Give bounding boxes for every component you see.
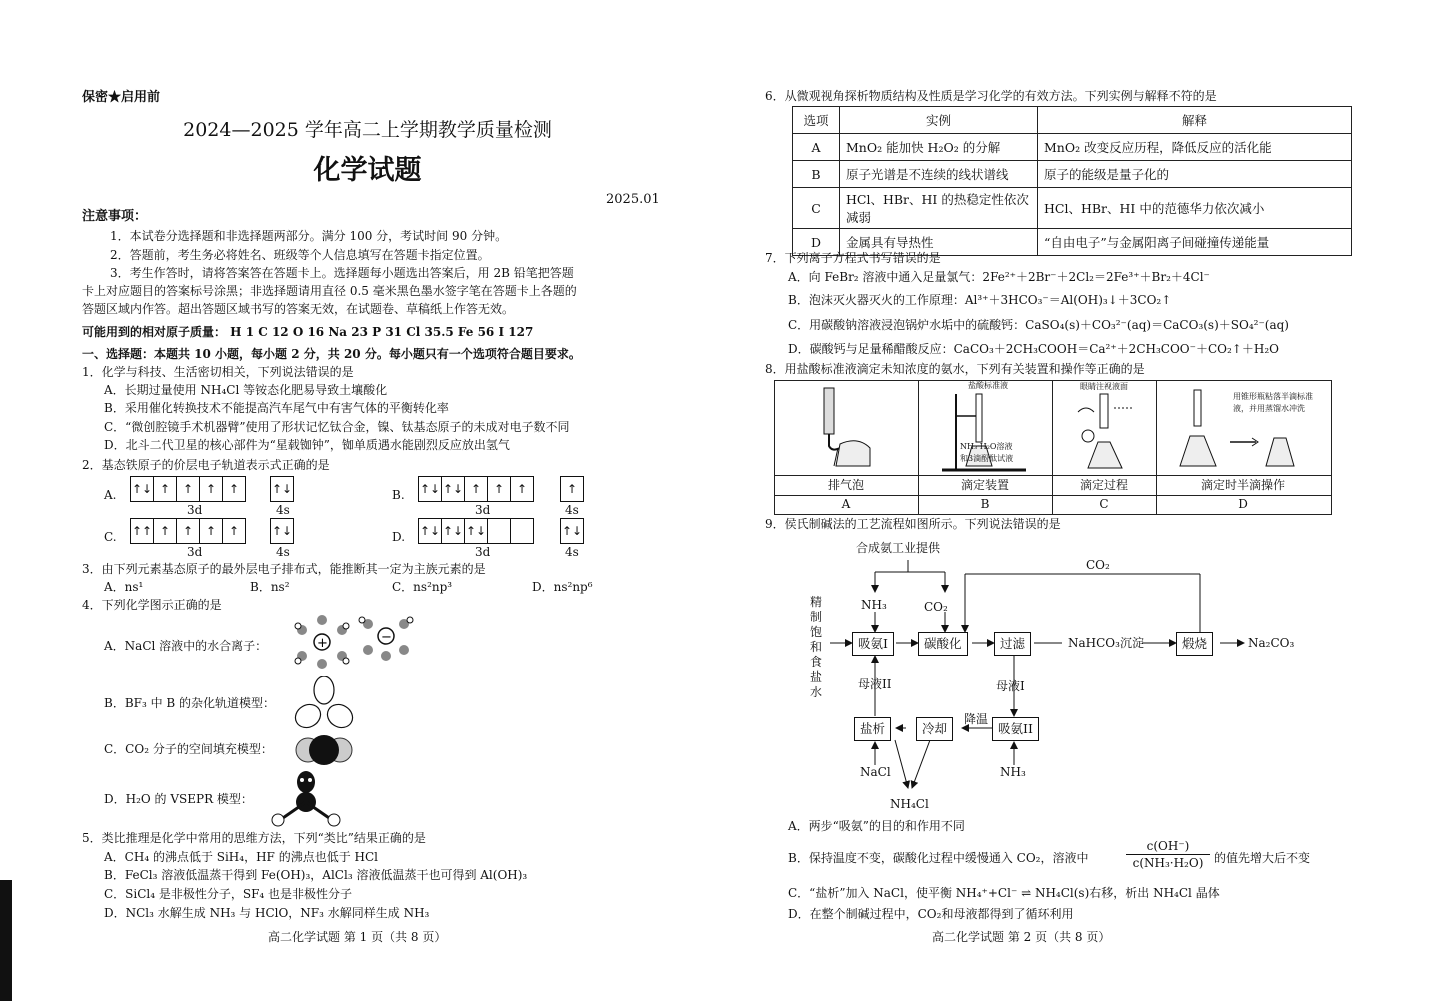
flow-step-absorb1: 吸氨I: [852, 632, 894, 656]
q2-a-3d-orbitals: ↑↓ ↑ ↑ ↑ ↑: [130, 476, 246, 502]
q8-caption-a: 排气泡: [827, 478, 864, 492]
q3-option-b: B．ns²: [250, 580, 290, 594]
exam-date: 2025.01: [606, 192, 660, 207]
q2-c-4s-label: 4s: [276, 545, 290, 559]
q2-stem: 2．基态铁原子的价层电子轨道表示式正确的是: [82, 458, 330, 472]
q9-option-b-fraction: [1126, 838, 1210, 871]
q2-c-3d-orbitals: ↑↑ ↑ ↑ ↑ ↑: [130, 518, 246, 544]
q2-a-3d-label: 3d: [187, 503, 203, 517]
q8-d-label-top2: 液，并用蒸馏水冲洗: [1233, 404, 1305, 413]
q8-letter-d: D: [1238, 497, 1248, 511]
flow-nacl-label: NaCl: [860, 765, 891, 779]
svg-text:+: +: [317, 636, 328, 651]
q2-label-a: A.: [104, 488, 117, 502]
q2-d-4s-label: 4s: [565, 545, 579, 559]
q9-option-c: C．“盐析”加入 NaCl，使平衡 NH₄⁺+Cl⁻ ⇌ NH₄Cl(s)右移，析出 NH₄Cl 晶体: [788, 886, 1220, 900]
q4-option-a: A．NaCl 溶液中的水合离子：: [104, 639, 268, 653]
flow-mother1-label: 母液I: [996, 679, 1025, 693]
hydrated-cation-icon: [295, 615, 349, 669]
q6-stem: 6．从微观视角探析物质结构及性质是学习化学的有效方法。下列实例与解释不符的是: [765, 89, 1217, 103]
notice-2: 2．答题前，考生务必将姓名、班级等个人信息填写在答题卡指定位置。: [110, 248, 490, 262]
q8-letter-b: B: [980, 497, 990, 511]
q2-label-d: D.: [392, 530, 406, 544]
flow-nahco3-label: NaHCO₃沉淀: [1068, 636, 1144, 650]
q2-b-3d-label: 3d: [475, 503, 491, 517]
svg-text:−: −: [381, 630, 392, 645]
q2-label-c: C.: [104, 530, 117, 544]
section-1-heading: 一、选择题：本题共 10 小题，每小题 2 分，共 20 分。每小题只有一个选项符合题目要求。: [82, 347, 581, 361]
eye-watch-flask-icon: [1074, 392, 1144, 472]
flow-step-cooling: 冷却: [916, 717, 953, 741]
flow-supply-label: 合成氨工业提供: [856, 541, 941, 555]
q7-option-a: A．向 FeBr₂ 溶液中通入足量氯气：2Fe²⁺＋2Br⁻＋2Cl₂＝2Fe³⁺＋Br₂＋4Cl⁻: [788, 270, 1210, 284]
q2-d-3d-label: 3d: [475, 545, 491, 559]
flow-na2co3-label: Na₂CO₃: [1248, 636, 1295, 650]
table-row: C HCl、HBr、HI 的热稳定性依次减弱 HCl、HBr、HI 中的范德华力依次减小: [793, 188, 1352, 229]
subject-title: 化学试题: [313, 155, 422, 186]
q2-a-4s-label: 4s: [276, 503, 290, 517]
q3-option-a: A．ns¹: [104, 580, 144, 594]
q7-stem: 7．下列离子方程式书写错误的是: [765, 251, 941, 265]
q5-stem: 5．类比推理是化学中常用的思维方法，下列“类比”结果正确的是: [82, 831, 426, 845]
q4-option-c: C．CO₂ 分子的空间填充模型：: [104, 742, 273, 756]
table-header-cell: 实例: [840, 107, 1038, 134]
q8-b-label-mid: NH₃·H₂O溶液: [960, 442, 1013, 451]
q3-option-c: C．ns²np³: [392, 580, 453, 594]
q8-letter-c: C: [1099, 497, 1109, 511]
q8-stem: 8．用盐酸标准液滴定未知浓度的氨水，下列有关装置和操作等正确的是: [765, 362, 1145, 376]
flow-mother2-label: 母液II: [858, 677, 892, 691]
table-row: D 金属具有导热性 “自由电子”与金属阳离子间碰撞传递能量: [793, 229, 1352, 256]
notice-1: 1．本试卷分选择题和非选择题两部分。满分 100 分，考试时间 90 分钟。: [110, 229, 508, 243]
q2-label-b: B.: [392, 488, 405, 502]
q2-c-4s-orbital: ↑↓: [270, 518, 294, 544]
flow-step-absorb2: 吸氨II: [992, 717, 1039, 741]
burette-bubble-icon: [810, 386, 890, 470]
q8-caption-c: 滴定过程: [1079, 478, 1128, 492]
q1-option-b: B．采用催化转换技术不能提高汽车尾气中有害气体的平衡转化率: [104, 401, 449, 415]
footer-page-2: 高二化学试题 第 2 页（共 8 页）: [932, 930, 1111, 944]
q2-d-4s-orbital: ↑↓: [560, 518, 584, 544]
flow-nh4cl-label: NH₄Cl: [890, 797, 929, 811]
q3-option-d: D．ns²np⁶: [532, 580, 593, 594]
flow-cooldown-label: 降温: [964, 712, 989, 726]
flow-brine-label: 精制饱和食盐水: [810, 595, 823, 699]
exam-title: 2024—2025 学年高二上学期教学质量检测: [183, 119, 552, 141]
flow-nh3b-label: NH₃: [1000, 765, 1026, 779]
h2o-vsepr-icon: [268, 770, 348, 830]
table-header-row: [793, 107, 1352, 134]
q2-b-3d-orbitals: ↑↓ ↑↓ ↑ ↑ ↑: [418, 476, 534, 502]
q2-b-4s-label: 4s: [565, 503, 579, 517]
flow-co2-label: CO₂: [924, 600, 948, 614]
flow-step-salting: 盐析: [854, 717, 891, 741]
left-page: [0, 0, 700, 1001]
q3-stem: 3．由下列元素基态原子的最外层电子排布式，能推断其一定为主族元素的是: [82, 562, 486, 576]
q8-b-label-top: 盐酸标准液: [968, 381, 1008, 390]
notice-3a: 3．考生作答时，请将答案答在答题卡上。选择题每小题选出答案后，用 2B 铅笔把答题: [110, 266, 574, 280]
q9-stem: 9．侯氏制碱法的工艺流程如图所示。下列说法错误的是: [765, 517, 1061, 531]
confidential-mark: 保密★启用前: [82, 90, 161, 105]
notice-3c: 答题区域内作答。超出答题区域书写的答案无效，在试题卷、草稿纸上作答无效。: [82, 302, 515, 316]
hydrated-anion-icon: [359, 617, 413, 661]
q5-option-a: A．CH₄ 的沸点低于 SiH₄，HF 的沸点也低于 HCl: [104, 850, 378, 864]
notice-3b: 卡上对应题目的答案标号涂黑；非选择题请用直径 0.5 毫米黑色墨水签字笔在答题卡上各题的: [82, 284, 577, 298]
q6-table: [792, 106, 1352, 256]
q1-option-a: A．长期过量使用 NH₄Cl 等铵态化肥易导致土壤酸化: [104, 383, 388, 397]
q9-option-b-part2: 的值先增大后不变: [1214, 851, 1311, 865]
flow-co2-recycle-label: CO₂: [1086, 558, 1110, 572]
footer-page-1: 高二化学试题 第 1 页（共 8 页）: [268, 930, 447, 944]
q8-caption-d: 滴定时半滴操作: [1200, 478, 1285, 492]
flow-step-calcine: 煅烧: [1176, 632, 1213, 656]
q8-c-label-top: 眼睛注视液面: [1080, 382, 1128, 391]
table-header-cell: 解释: [1038, 107, 1352, 134]
q1-option-c: C．“微创腔镜手术机器臂”使用了形状记忆钛合金，镍、钛基态原子的未成对电子数不同: [104, 420, 570, 434]
hydrated-ions-diagram: [288, 612, 418, 670]
q7-option-c: C．用碳酸钠溶液浸泡锅炉水垢中的硫酸钙：CaSO₄(s)＋CO₃²⁻(aq)＝CaCO₃(s)＋SO₄²⁻(aq): [788, 318, 1289, 332]
q8-caption-b: 滴定装置: [960, 478, 1009, 492]
q9-option-a: A．两步“吸氨”的目的和作用不同: [788, 819, 965, 833]
q2-d-3d-orbitals: ↑↓ ↑↓ ↑↓: [418, 518, 534, 544]
sp2-orbital-model-icon: [294, 676, 354, 732]
q4-option-d: D．H₂O 的 VSEPR 模型：: [104, 792, 253, 806]
q9-option-d: D．在整个制碱过程中，CO₂和母液都得到了循环利用: [788, 907, 1074, 921]
fraction-numerator: c(OH⁻): [1146, 839, 1190, 853]
q1-stem: 1．化学与科技、生活密切相关，下列说法错误的是: [82, 365, 354, 379]
q8-letter-a: A: [841, 497, 851, 511]
atomic-masses: 可能用到的相对原子质量： H 1 C 12 O 16 Na 23 P 31 Cl 35.5 Fe 56 I 127: [82, 325, 534, 339]
notice-heading: 注意事项：: [82, 209, 148, 224]
q7-option-b: B．泡沫灭火器灭火的工作原理：Al³⁺＋3HCO₃⁻＝Al(OH)₃↓＋3CO₂↑: [788, 293, 1172, 307]
q5-option-c: C．SiCl₄ 是非极性分子，SF₄ 也是非极性分子: [104, 887, 353, 901]
table-header-cell: 选项: [793, 107, 840, 134]
q5-option-d: D．NCl₃ 水解生成 NH₃ 与 HClO，NF₃ 水解同样生成 NH₃: [104, 906, 430, 920]
co2-space-filling-icon: [294, 730, 354, 770]
q9-option-b-part1: B．保持温度不变，碳酸化过程中缓慢通入 CO₂，溶液中: [788, 851, 1089, 865]
flow-step-carbonation: 碳酸化: [918, 632, 968, 656]
q5-option-b: B．FeCl₃ 溶液低温蒸干得到 Fe(OH)₃，AlCl₃ 溶液低温蒸干也可得到 Al(OH)₃: [104, 868, 528, 882]
q8-d-label-top: 用锥形瓶粘落半滴标准: [1233, 392, 1313, 401]
q4-stem: 4．下列化学图示正确的是: [82, 598, 222, 612]
q4-option-b: B．BF₃ 中 B 的杂化轨道模型：: [104, 696, 276, 710]
q2-a-4s-orbital: ↑↓: [270, 476, 294, 502]
table-row: A MnO₂ 能加快 H₂O₂ 的分解 MnO₂ 改变反应历程，降低反应的活化能: [793, 134, 1352, 161]
table-row: B 原子光谱是不连续的线状谱线 原子的能级是量子化的: [793, 161, 1352, 188]
q1-option-d: D．北斗二代卫星的核心部件为“星载铷钟”，铷单质遇水能剧烈反应放出氢气: [104, 438, 510, 452]
q8-b-label-mid2: 和3滴酚酞试液: [960, 454, 1014, 463]
flow-nh3-label: NH₃: [861, 598, 887, 612]
flow-step-filter: 过滤: [994, 632, 1031, 656]
q7-option-d: D．碳酸钙与足量稀醋酸反应：CaCO₃＋2CH₃COOH＝Ca²⁺＋2CH₃COO⁻＋CO₂↑＋H₂O: [788, 342, 1279, 356]
q2-c-3d-label: 3d: [187, 545, 203, 559]
q2-b-4s-orbital: ↑: [560, 476, 584, 502]
fraction-denominator: c(NH₃·H₂O): [1126, 854, 1210, 871]
right-page: [700, 0, 1435, 1001]
